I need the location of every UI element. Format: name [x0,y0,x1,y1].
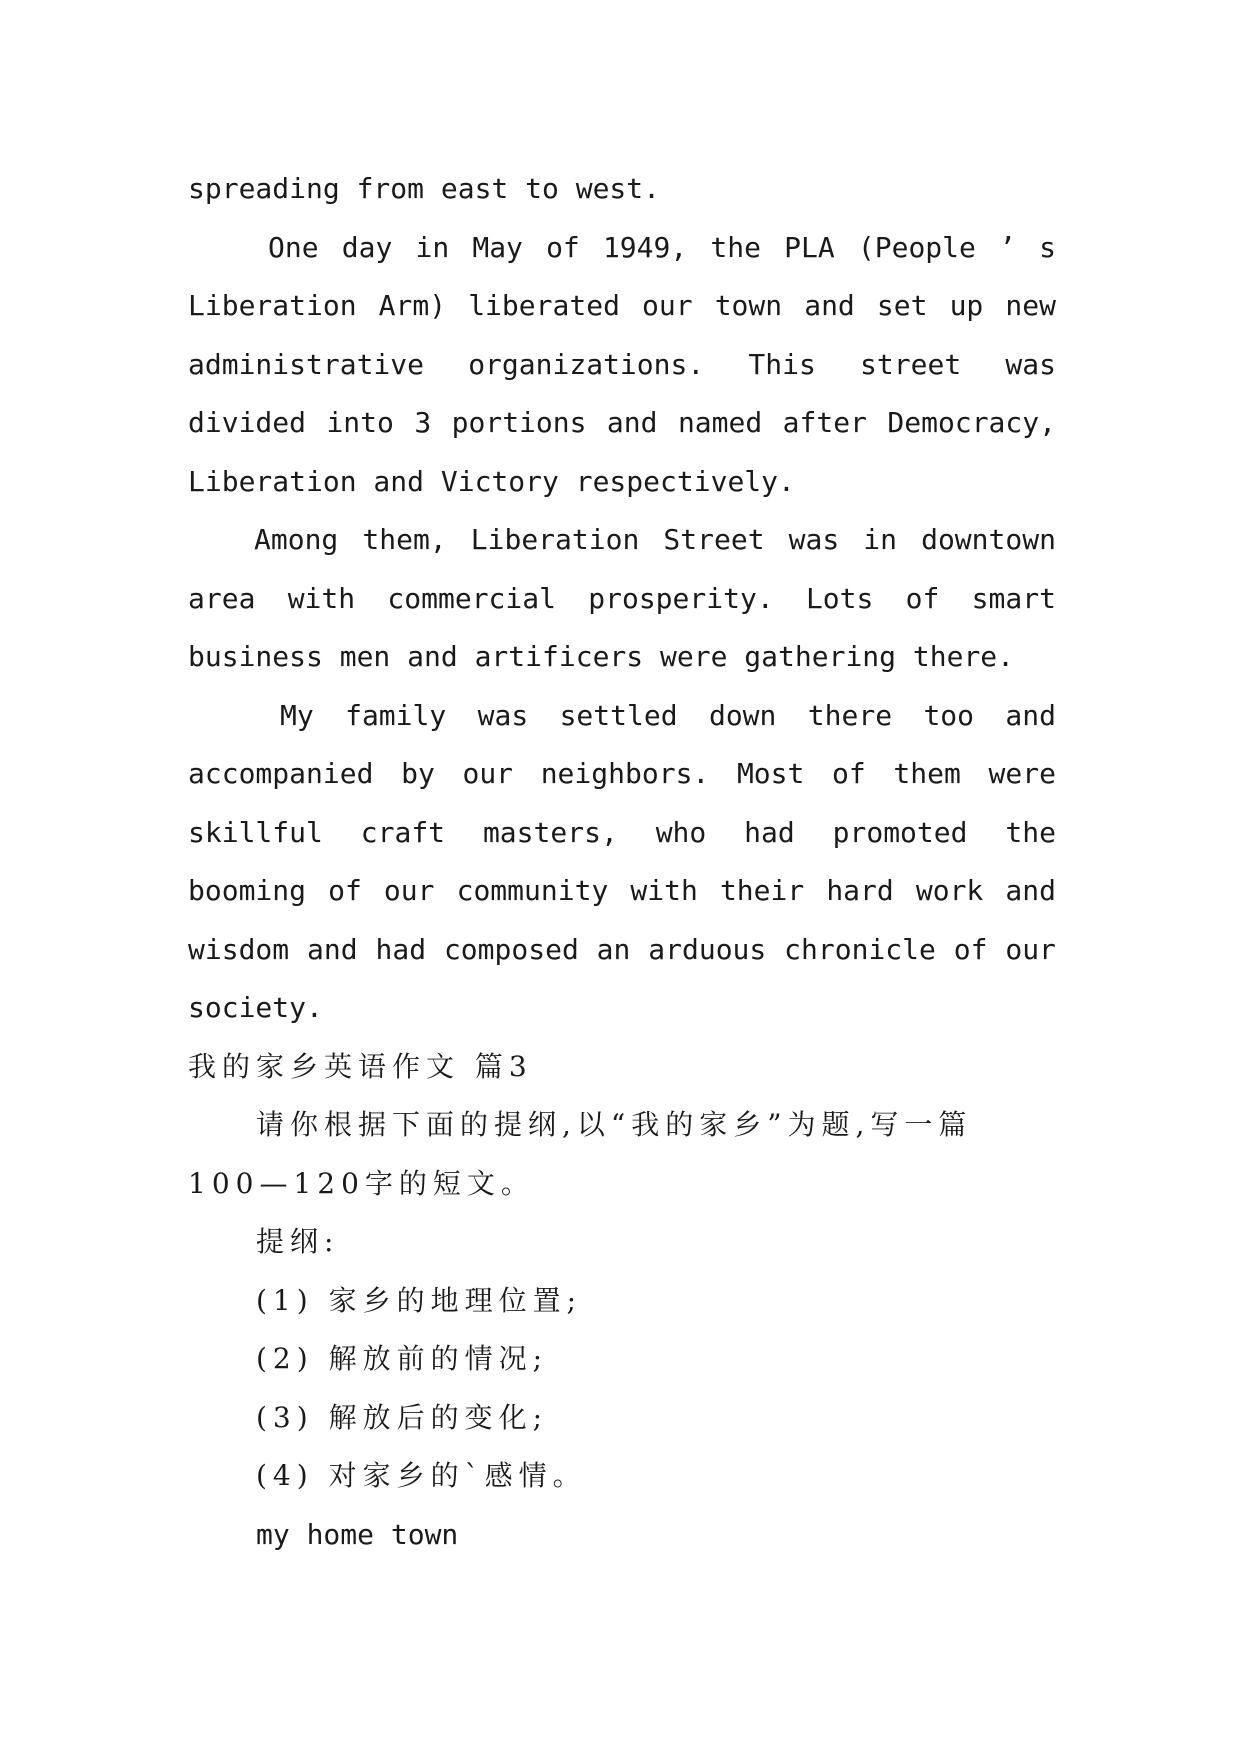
prompt-line: 100—120字的短文。 [188,1166,535,1200]
word: new [1005,289,1056,322]
word: chronicle [784,932,936,966]
text-line: society. [188,991,323,1024]
word: with [287,581,356,615]
word: was [477,698,529,732]
word: by [401,757,435,790]
word: Most [736,757,805,790]
text-line [188,687,1056,746]
word: and [307,932,358,966]
word: accompanied [188,757,374,790]
outline-item: (1) 家乡的地理位置; [256,1283,582,1317]
word: community [456,874,609,907]
word: after [782,406,867,439]
word: an [596,932,631,966]
word: of [953,932,988,966]
prompt-line: 请你根据下面的提纲,以“我的家乡”为题,写一篇 [256,1108,973,1141]
word: too [923,698,975,732]
word: our [1005,932,1056,966]
word: the [710,230,761,264]
word: our [642,289,693,322]
word: them, [362,523,447,556]
word: arduous [648,932,767,966]
word: in [863,523,898,556]
word: was [1005,347,1056,381]
word: who [655,815,707,849]
outline-item: (4) 对家乡的`感情。 [256,1459,587,1492]
word: smart [971,581,1056,615]
word: PLA [784,230,835,264]
word: liberated [468,289,620,322]
word: with [630,874,698,907]
word: wisdom [188,932,290,966]
outline-item: (3) 解放后的变化; [256,1400,548,1434]
word: portions [451,406,587,439]
word: had [744,815,795,849]
word: and [606,406,658,439]
word: town [714,289,783,322]
word: them [893,757,961,790]
word: work [915,874,984,907]
text-line [188,394,1056,453]
text-line [188,921,1056,980]
word: commercial [387,581,556,615]
word: 3 [414,406,432,439]
text-line [188,862,1056,921]
word: and [804,289,855,322]
word: in [415,230,450,264]
word: up [949,289,984,322]
text-line [188,219,1056,278]
word: of [328,874,362,907]
word: (People [857,230,976,264]
text-line: Liberation and Victory respectively. [188,464,795,498]
word: neighbors. [540,757,710,790]
word: One [268,230,319,264]
word: administrative [188,347,425,381]
word: area [188,581,256,615]
text-line: spreading from east to west. [188,172,661,205]
outline-label: 提纲: [256,1225,340,1258]
word: street [860,347,962,381]
word: skillful [188,815,323,849]
word: our [462,757,514,790]
text-line [188,277,1056,336]
word: organizations. [468,347,705,381]
word: composed [443,932,579,966]
word: booming [188,874,307,907]
word: and [1005,874,1056,907]
text-line [188,745,1056,804]
word: of [832,757,866,790]
word: Arm) [378,289,447,322]
word: ’ [999,230,1016,264]
text-line [188,336,1056,395]
word: set [876,289,928,322]
word: Democracy, [887,406,1056,439]
word: craft [360,815,446,849]
word: s [1039,230,1056,264]
word: Liberation [470,523,640,556]
text-line: business men and artificers were gathering there. [188,640,1015,673]
word: This [748,347,816,381]
word: day [341,230,393,264]
word: Street [663,523,765,556]
word: and [1005,698,1056,732]
word: masters, [482,815,618,849]
word: the [1005,815,1056,849]
word: named [677,406,763,439]
word: their [719,874,805,907]
text-line [188,511,1056,570]
text-line [188,804,1056,863]
word: 1949, [602,230,688,264]
word: settled [559,698,678,732]
word: family [345,698,447,732]
word: there [807,698,893,732]
word: of [905,581,940,615]
word: May [472,230,523,264]
word: had [375,932,427,966]
essay-title: my home town [256,1517,459,1551]
text-line [188,570,1056,629]
word: Among [254,523,339,556]
section-heading: 我的家乡英语作文 篇3 [188,1049,533,1083]
word: into [326,406,394,439]
word: of [546,230,580,264]
outline-item: (2) 解放前的情况; [256,1342,548,1375]
word: were [988,757,1056,790]
word: was [788,523,840,556]
word: our [383,874,435,907]
word: divided [188,406,307,439]
word: Lots [805,581,874,615]
word: down [708,698,777,732]
word: prosperity. [588,581,774,615]
word: promoted [832,815,968,849]
word: My [280,698,314,732]
document-body [188,160,1056,1564]
word: downtown [921,523,1056,556]
word: Liberation [188,289,357,322]
word: hard [826,874,894,907]
